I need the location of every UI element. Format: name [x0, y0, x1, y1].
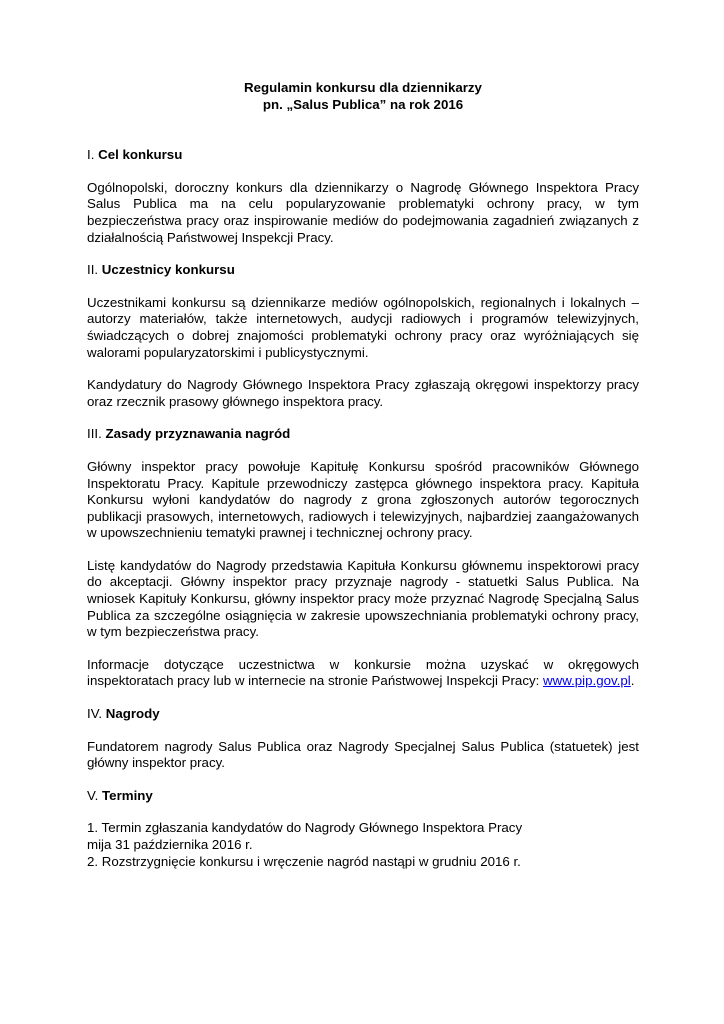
title-line-1: Regulamin konkursu dla dziennikarzy — [244, 80, 482, 95]
section-number: III. — [87, 426, 102, 442]
section-title: Terminy — [102, 787, 153, 803]
pip-website-link[interactable]: www.pip.gov.pl — [543, 673, 631, 689]
paragraph: Główny inspektor pracy powołuje Kapitułę Konkursu spośród pracowników Głównego Inspektoratu Pracy. Kapitule przewodniczy zastępca głównego inspektora pracy. Kapituła Konkursu wyłoni kandydatów do nagrody z grona zgłoszonych autorów tegorocznych publikacji prasowych, internetowych, radiowych i telewizyjnych, najbardziej zaangażowanych w upowszechnieniu tematyki prawnej i technicznej ochrony pracy. — [87, 458, 639, 541]
paragraph: Uczestnikami konkursu są dziennikarze mediów ogólnopolskich, regionalnych i lokalnych – autorzy materiałów, także internetowych, audycji radiowych i programów telewizyjnych, świadczących o dobrej znajomości problematyki ochrony pracy oraz wyróżniających się walorami popularyzatorskimi i publicystycznymi. — [87, 294, 639, 360]
section-heading — [87, 426, 639, 443]
section-cel-konkursu — [87, 147, 639, 246]
term-item-2: 2. Rozstrzygnięcie konkursu i wręczenie nagród nastąpi w grudniu 2016 r. — [87, 853, 521, 869]
title-line-2: pn. „Salus Publica” na rok 2016 — [262, 96, 464, 112]
section-zasady-przyznawania-nagrod — [87, 426, 639, 690]
section-number: IV. — [87, 706, 103, 722]
section-heading — [87, 706, 639, 723]
section-number: I. — [87, 147, 95, 163]
paragraph-end: . — [630, 673, 635, 689]
paragraph-with-link — [87, 657, 639, 690]
paragraph-text: Informacje dotyczące uczestnictwa w konkursie można uzyskać w okręgowych inspektoratach pracy lub w internecie na stronie Państwowej Inspekcji Pracy: — [87, 656, 639, 689]
section-title: Nagrody — [105, 706, 160, 722]
section-uczestnicy-konkursu — [87, 262, 639, 410]
paragraph: Ogólnopolski, doroczny konkurs dla dziennikarzy o Nagrodę Głównego Inspektora Pracy Salus Publica ma na celu popularyzowanie problematyki ochrony pracy, w tym bezpieczeństwa pracy oraz inspirowanie mediów do podejmowania zagadnień związanych z działalnością Państwowej Inspekcji Pracy. — [87, 179, 639, 245]
term-item-1-line-2: mija 31 października 2016 r. — [87, 837, 253, 852]
section-title: Zasady przyznawania nagród — [105, 426, 291, 442]
paragraph: Listę kandydatów do Nagrody przedstawia Kapituła Konkursu głównemu inspektorowi pracy do akceptacji. Główny inspektor pracy przyznaje nagrody - statuetki Salus Publica. Na wniosek Kapituły Konkursu, główny inspektor pracy może przyznać Nagrodę Specjalną Salus Publica za szczególne osiągnięcia w zakresie upowszechniania problematyki ochrony pracy, w tym bezpieczeństwa pracy. — [87, 557, 639, 640]
document-title — [87, 80, 639, 113]
section-title: Cel konkursu — [98, 147, 183, 163]
term-item-1-line-1: 1. Termin zgłaszania kandydatów do Nagrody Głównego Inspektora Pracy — [87, 820, 523, 836]
document-body — [87, 80, 639, 870]
section-title: Uczestnicy konkursu — [101, 262, 235, 278]
section-heading — [87, 262, 639, 279]
section-terminy — [87, 788, 639, 870]
paragraph: Fundatorem nagrody Salus Publica oraz Nagrody Specjalnej Salus Publica (statuetek) jest główny inspektor pracy. — [87, 738, 639, 771]
section-number: V. — [87, 787, 99, 803]
section-nagrody — [87, 706, 639, 772]
section-heading — [87, 788, 639, 805]
section-heading — [87, 147, 639, 164]
terms-list — [87, 820, 639, 870]
section-number: II. — [87, 262, 99, 278]
paragraph: Kandydatury do Nagrody Głównego Inspektora Pracy zgłaszają okręgowi inspektorzy pracy oraz rzecznik prasowy głównego inspektora pracy. — [87, 377, 639, 409]
